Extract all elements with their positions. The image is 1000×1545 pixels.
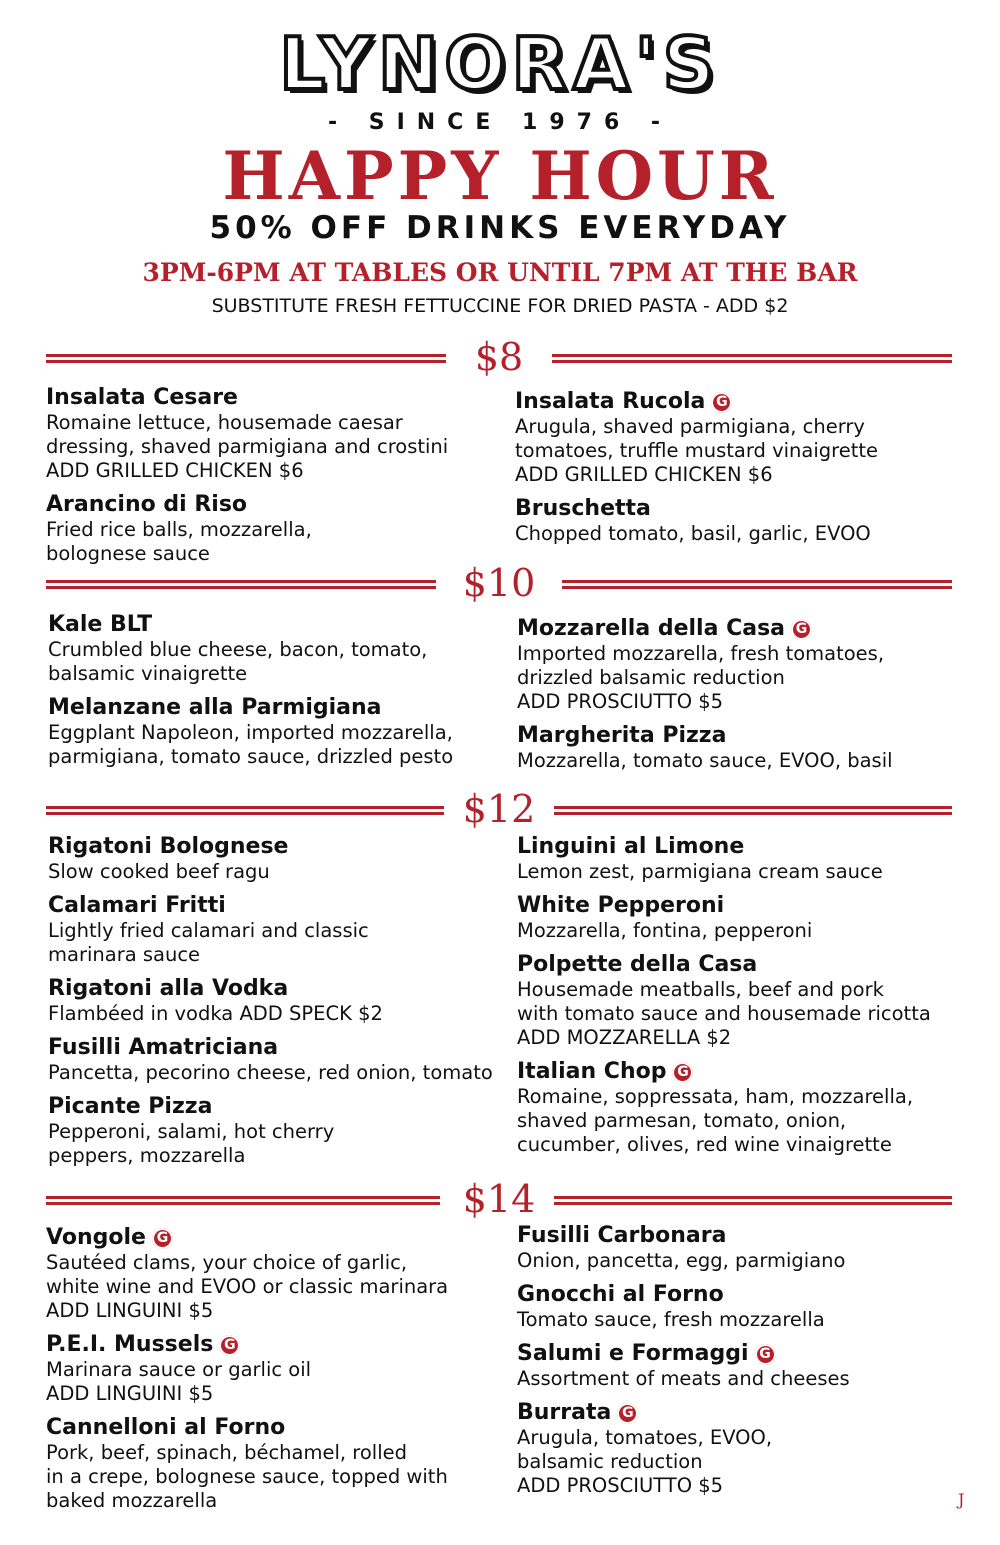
menu-item-name-text: P.E.I. Mussels: [46, 1332, 214, 1357]
price-tier-label: $14: [462, 1177, 536, 1221]
menu-item-description: ADD LINGUINI $5: [46, 1382, 214, 1405]
menu-item-name-text: Picante Pizza: [48, 1094, 213, 1119]
deal-subtitle: 50% OFF DRINKS EVERYDAY: [209, 210, 791, 246]
menu-item-name: [46, 384, 448, 411]
menu-item-name: [48, 611, 453, 638]
menu-item-description: cucumber, olives, red wine vinaigrette: [517, 1133, 892, 1156]
menu-item-name-text: Margherita Pizza: [517, 723, 727, 748]
menu-item-description: Chopped tomato, basil, garlic, EVOO: [515, 522, 871, 545]
menu-item-description: Lemon zest, parmigiana cream sauce: [517, 860, 883, 883]
price-tier-label: $12: [462, 787, 536, 831]
menu-item-description: Pancetta, pecorino cheese, red onion, tomato: [48, 1061, 493, 1084]
menu-column-left: [48, 833, 493, 1176]
menu-column-right: [515, 388, 878, 554]
menu-item-description: Romaine, soppressata, ham, mozzarella,: [517, 1085, 914, 1108]
menu-item-description: tomatoes, truffle mustard vinaigrette: [515, 439, 879, 462]
menu-item-name: [517, 1222, 850, 1249]
menu-item-name: [48, 1093, 493, 1120]
menu-item-description: Imported mozzarella, fresh tomatoes,: [517, 642, 885, 665]
menu-item-name: [48, 975, 493, 1002]
menu-item-name-text: Rigatoni Bolognese: [48, 834, 289, 859]
menu-item-description: ADD MOZZARELLA $2: [517, 1026, 732, 1049]
menu-column-left: [46, 1224, 448, 1521]
menu-item-description: Marinara sauce or garlic oil: [46, 1358, 312, 1381]
menu-item-description: ADD GRILLED CHICKEN $6: [46, 459, 304, 482]
menu-item-description: shaved parmesan, tomato, onion,: [517, 1109, 847, 1132]
gluten-free-icon: G: [711, 392, 732, 413]
menu-item-name-text: Salumi e Formaggi: [517, 1341, 749, 1366]
menu-item: [517, 1399, 850, 1498]
menu-item-description: baked mozzarella: [46, 1489, 218, 1512]
menu-item-name: [46, 491, 448, 518]
menu-item-name: [46, 1224, 448, 1251]
menu-item-name-text: Kale BLT: [48, 612, 153, 637]
menu-item-name: [517, 833, 931, 860]
menu-item-name-text: Bruschetta: [515, 496, 651, 521]
menu-item: [517, 1222, 850, 1273]
menu-item: [515, 388, 878, 487]
menu-item-description: marinara sauce: [48, 943, 201, 966]
menu-item-name-text: Linguini al Limone: [517, 834, 745, 859]
restaurant-logo: LYNORA'S: [279, 22, 721, 106]
menu-item-description: with tomato sauce and housemade ricotta: [517, 1002, 931, 1025]
menu-item-name: [517, 892, 931, 919]
menu-item: [517, 892, 931, 943]
menu-item-description: Sautéed clams, your choice of garlic,: [46, 1251, 408, 1274]
menu-item-name-text: Calamari Fritti: [48, 893, 226, 918]
gluten-free-icon: G: [219, 1335, 240, 1356]
menu-item-description: parmigiana, tomato sauce, drizzled pesto: [48, 745, 454, 768]
menu-item-name-text: Fusilli Carbonara: [517, 1223, 727, 1248]
since-tagline: - SINCE 1976 -: [327, 110, 673, 135]
menu-column-right: [517, 1222, 850, 1506]
menu-item-name: [48, 892, 493, 919]
menu-item: [517, 1281, 850, 1332]
menu-item-name-text: Cannelloni al Forno: [46, 1415, 286, 1440]
menu-item-name: [515, 388, 878, 415]
menu-item-name: [46, 1331, 448, 1358]
menu-item-name: [517, 615, 893, 642]
menu-column-right: [517, 833, 931, 1165]
menu-item-description: balsamic reduction: [517, 1450, 703, 1473]
menu-item-description: Mozzarella, fontina, pepperoni: [517, 919, 813, 942]
menu-item-description: Housemade meatballs, beef and pork: [517, 978, 884, 1001]
menu-item-name-text: White Pepperoni: [517, 893, 725, 918]
menu-item-name-text: Vongole: [46, 1225, 146, 1250]
menu-item-name-text: Gnocchi al Forno: [517, 1282, 724, 1307]
menu-item-description: ADD LINGUINI $5: [46, 1299, 214, 1322]
menu-item-name: [46, 1414, 448, 1441]
menu-item-description: Romaine lettuce, housemade caesar: [46, 411, 403, 434]
menu-item-name: [517, 951, 931, 978]
menu-item-description: peppers, mozzarella: [48, 1144, 246, 1167]
menu-item: [517, 615, 893, 714]
menu-item-name: [48, 1034, 493, 1061]
menu-item-name: [517, 1340, 850, 1367]
menu-column-left: [48, 611, 453, 777]
menu-item: [517, 1058, 931, 1157]
price-tier-label: $8: [474, 335, 524, 379]
menu-item-description: drizzled balsamic reduction: [517, 666, 785, 689]
gluten-free-icon: G: [672, 1062, 693, 1083]
menu-item-name-text: Rigatoni alla Vodka: [48, 976, 289, 1001]
menu-item-name-text: Italian Chop: [517, 1059, 667, 1084]
menu-item: [46, 491, 448, 566]
menu-item-name-text: Melanzane alla Parmigiana: [48, 695, 382, 720]
gluten-free-icon: G: [152, 1228, 173, 1249]
menu-item-description: in a crepe, bolognese sauce, topped with: [46, 1465, 448, 1488]
menu-item-description: Flambéed in vodka ADD SPECK $2: [48, 1002, 383, 1025]
menu-item-name-text: Mozzarella della Casa: [517, 616, 786, 641]
menu-item: [517, 1340, 850, 1391]
menu-item: [48, 694, 453, 769]
menu-item-description: Pork, beef, spinach, béchamel, rolled: [46, 1441, 408, 1464]
menu-item-name-text: Insalata Rucola: [515, 389, 706, 414]
menu-item-description: ADD PROSCIUTTO $5: [517, 690, 724, 713]
menu-item-description: dressing, shaved parmigiana and crostini: [46, 435, 449, 458]
menu-item: [46, 384, 448, 483]
menu-item-name: [48, 694, 453, 721]
menu-item-description: Pepperoni, salami, hot cherry: [48, 1120, 335, 1143]
menu-item: [517, 722, 893, 773]
menu-item-description: bolognese sauce: [46, 542, 210, 565]
menu-item-name-text: Arancino di Riso: [46, 492, 248, 517]
menu-item: [48, 1093, 493, 1168]
menu-item-description: Mozzarella, tomato sauce, EVOO, basil: [517, 749, 893, 772]
menu-item-description: balsamic vinaigrette: [48, 662, 248, 685]
menu-item: [48, 975, 493, 1026]
menu-item-name: [517, 1281, 850, 1308]
page-title: HAPPY HOUR: [222, 137, 778, 215]
menu-item: [48, 1034, 493, 1085]
menu-item-description: Onion, pancetta, egg, parmigiano: [517, 1249, 846, 1272]
menu-column-left: [46, 384, 448, 574]
menu-item-name: [48, 833, 493, 860]
menu-item-description: Assortment of meats and cheeses: [517, 1367, 850, 1390]
menu-item-description: Lightly fried calamari and classic: [48, 919, 369, 942]
menu-item-name: [517, 722, 893, 749]
menu-item-name: [515, 495, 878, 522]
menu-item-name-text: Burrata: [517, 1400, 612, 1425]
price-divider: [46, 561, 952, 606]
menu-item-description: white wine and EVOO or classic marinara: [46, 1275, 449, 1298]
menu-item-description: Tomato sauce, fresh mozzarella: [517, 1308, 825, 1331]
substitute-note: SUBSTITUTE FRESH FETTUCCINE FOR DRIED PASTA - ADD $2: [211, 295, 789, 317]
gluten-free-icon: G: [617, 1403, 638, 1424]
menu-item-name-text: Polpette della Casa: [517, 952, 758, 977]
menu-item-name: [517, 1058, 931, 1085]
hours-line: 3PM-6PM AT TABLES OR UNTIL 7PM AT THE BAR: [142, 258, 858, 287]
gluten-free-icon: G: [755, 1344, 776, 1365]
menu-item: [46, 1414, 448, 1513]
menu-item: [46, 1331, 448, 1406]
menu-item-name-text: Fusilli Amatriciana: [48, 1035, 279, 1060]
menu-item-description: ADD PROSCIUTTO $5: [517, 1474, 724, 1497]
price-tier-label: $10: [462, 561, 536, 605]
menu-item: [46, 1224, 448, 1323]
price-divider: [46, 335, 952, 380]
menu-item: [48, 833, 493, 884]
footer-mark: J: [958, 1490, 965, 1509]
menu-item-description: Arugula, tomatoes, EVOO,: [517, 1426, 773, 1449]
menu-column-right: [517, 615, 893, 781]
menu-item: [48, 892, 493, 967]
menu-item: [515, 495, 878, 546]
menu-item-name: [517, 1399, 850, 1426]
menu-item-description: Fried rice balls, mozzarella,: [46, 518, 312, 541]
menu-item: [48, 611, 453, 686]
menu-item: [517, 833, 931, 884]
menu-item-description: Arugula, shaved parmigiana, cherry: [515, 415, 865, 438]
price-divider: [46, 787, 952, 832]
menu-item-name-text: Insalata Cesare: [46, 385, 238, 410]
menu-item: [517, 951, 931, 1050]
gluten-free-icon: G: [791, 619, 812, 640]
menu-item-description: Crumbled blue cheese, bacon, tomato,: [48, 638, 428, 661]
menu-item-description: ADD GRILLED CHICKEN $6: [515, 463, 773, 486]
price-divider: [46, 1177, 952, 1222]
menu-item-description: Slow cooked beef ragu: [48, 860, 270, 883]
menu-item-description: Eggplant Napoleon, imported mozzarella,: [48, 721, 453, 744]
